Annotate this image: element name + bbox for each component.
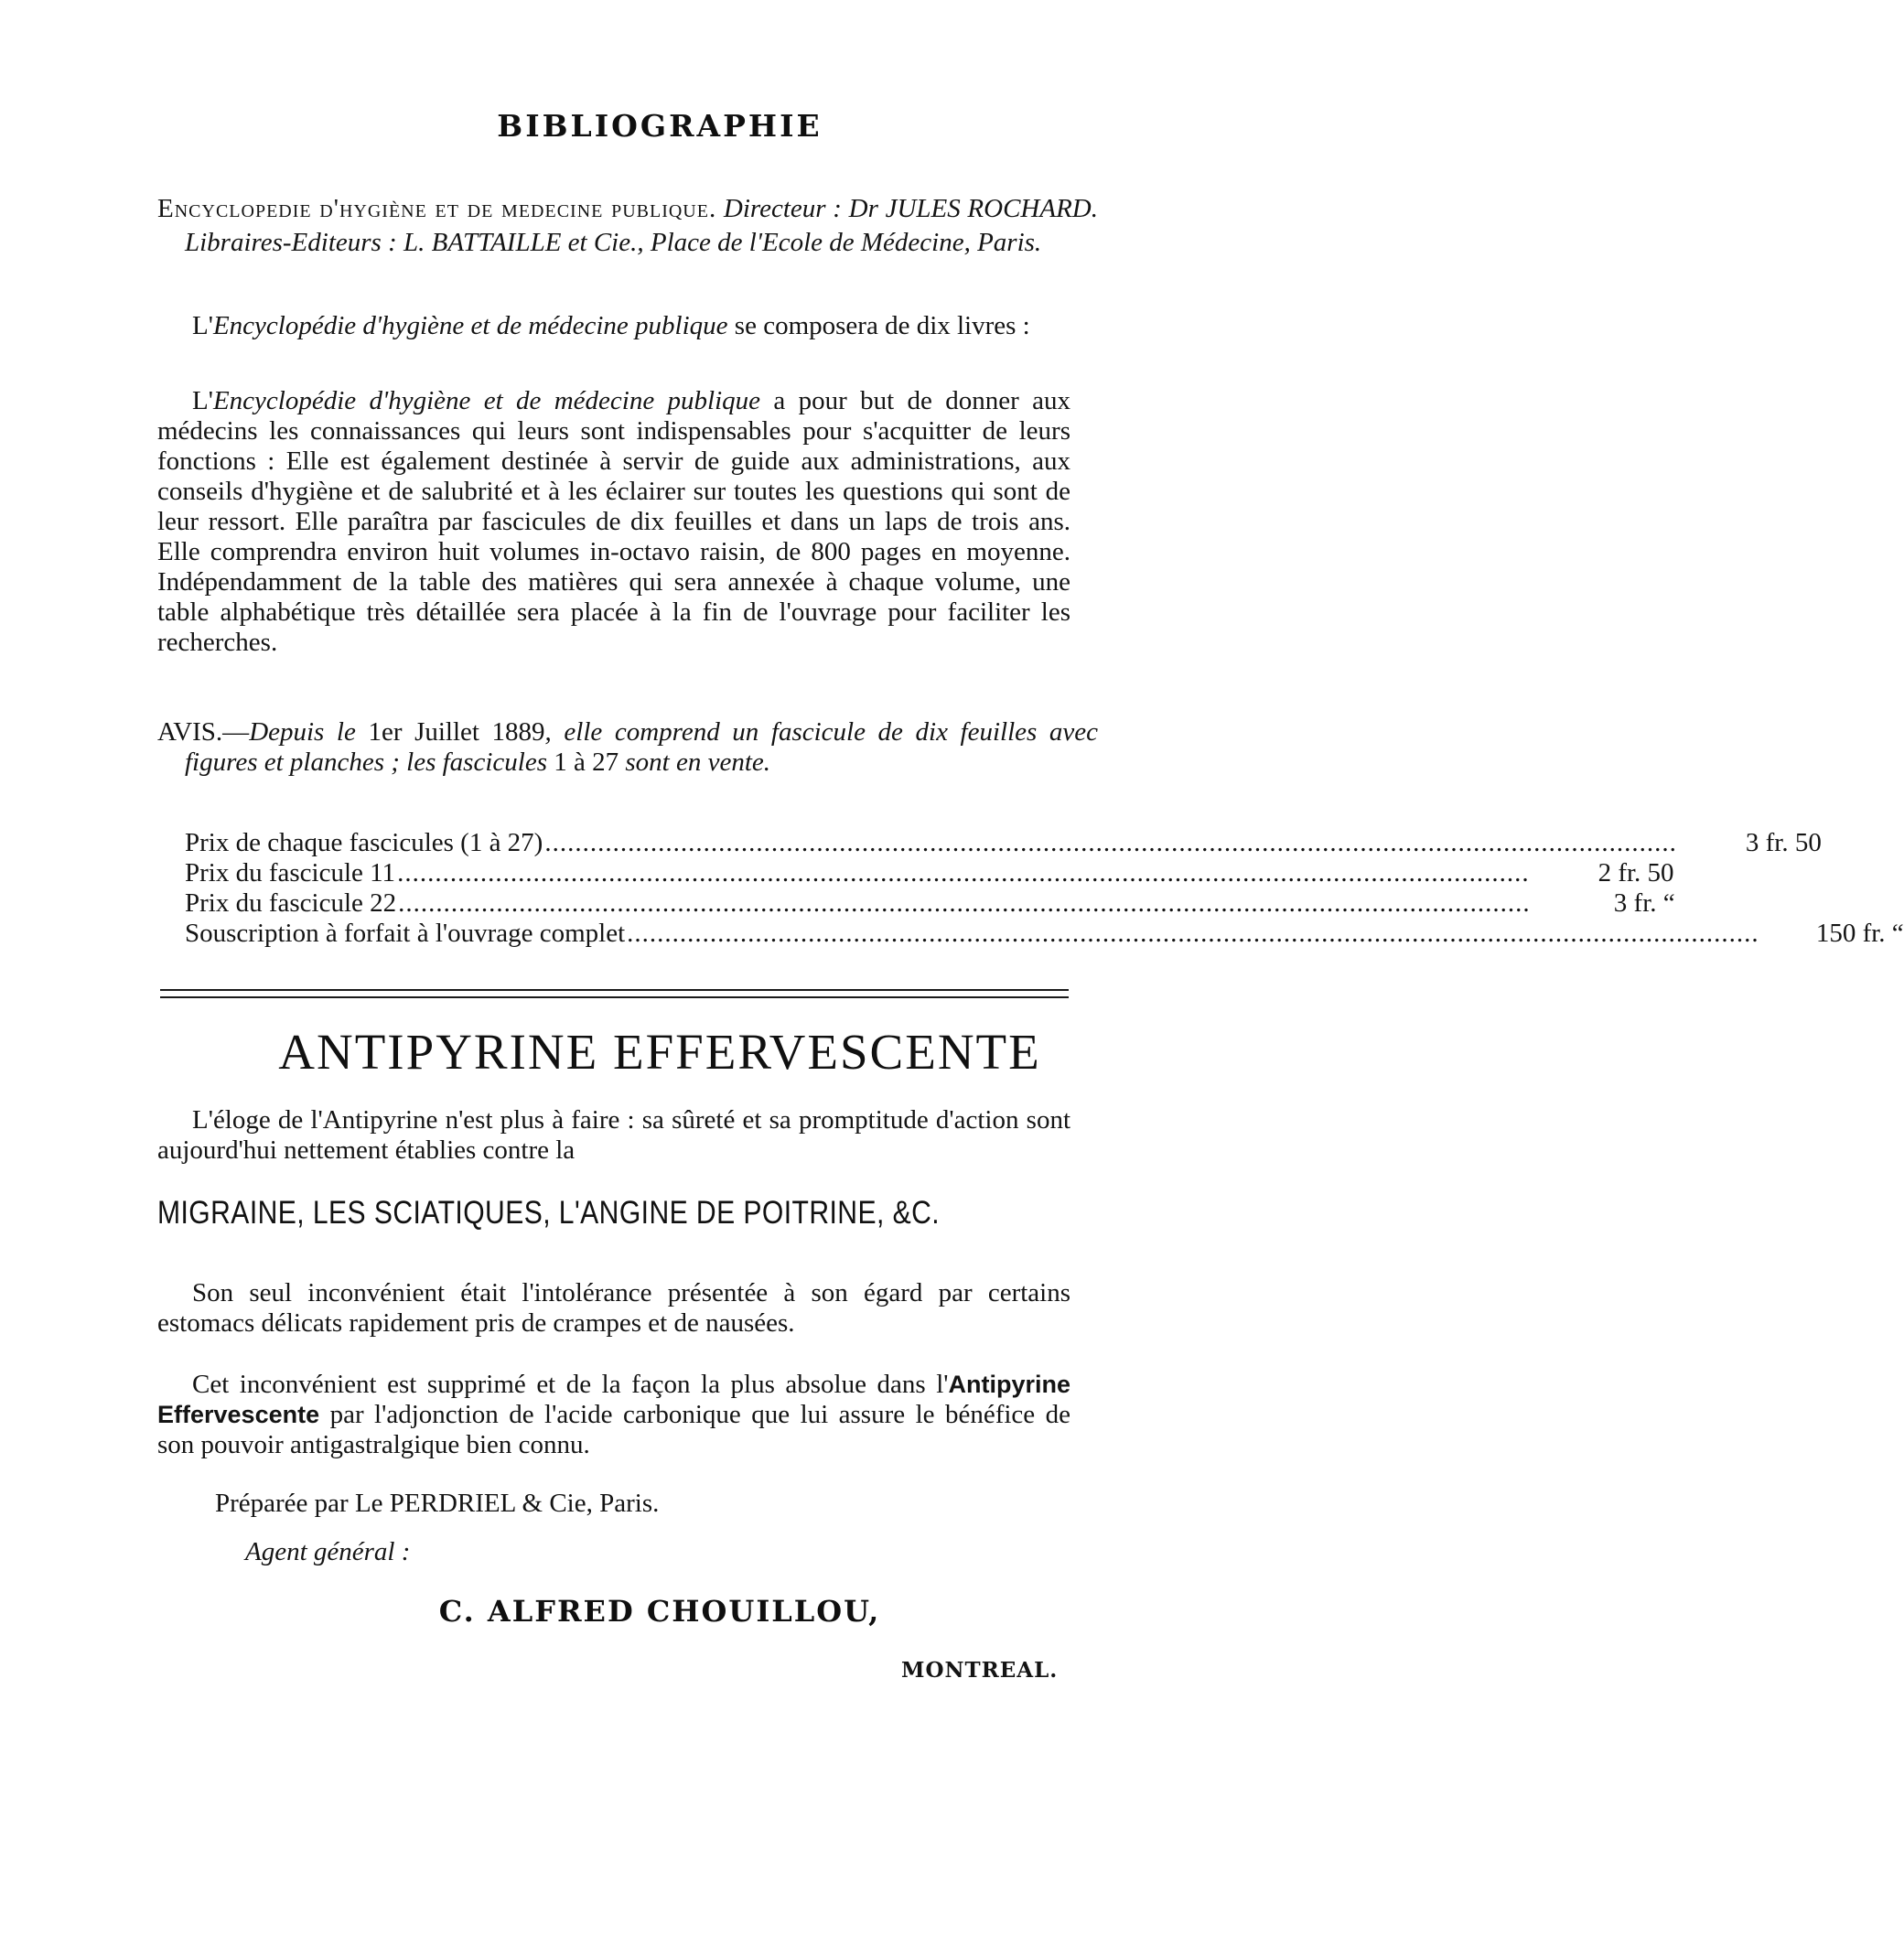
avis-text-3: sont en vente. [619, 748, 770, 777]
dot-leader: ...................................................................................................................................................... [397, 858, 1530, 888]
agent-city: MONTREAL. [901, 1658, 1059, 1683]
bibliography-entry [157, 192, 1098, 260]
agent-name: C. ALFRED CHOUILLOU, [438, 1594, 881, 1629]
price-list [185, 828, 1904, 949]
advert-title: ANTIPYRINE EFFERVESCENTE [278, 1024, 1041, 1080]
price-label: Souscription à forfait à l'ouvrage complet [185, 919, 626, 948]
price-amount: 150 fr. “ [1815, 919, 1904, 948]
price-row [185, 888, 1675, 919]
advert-para2-start: Cet inconvénient est supprimé et de la façon la plus absolue dans l' [192, 1370, 949, 1399]
avis-range: 1 à 27 [554, 748, 619, 777]
dot-leader: ...................................................................................................................................................... [544, 828, 1677, 857]
advert-para2-end: par l'adjonction de l'acide carbonique que lui assure le bénéfice de son pouvoir antigastralgique bien connu. [157, 1400, 1070, 1459]
entry-title: Encyclopedie d'hygiène et de medecine publique. [157, 194, 717, 223]
section-divider-top [160, 989, 1069, 991]
dot-leader: ...................................................................................................................................................... [627, 919, 1759, 948]
advert-paragraph-1: Son seul inconvénient était l'intolérance présentée à son égard par certains estomacs délicats rapidement pris de crampes et de nausées. [157, 1278, 1070, 1338]
avis-text-1: Depuis le [249, 717, 369, 747]
para2-prefix: L' [192, 386, 213, 415]
price-label: Prix de chaque fascicules (1 à 27) [185, 828, 543, 857]
advert-intro: L'éloge de l'Antipyrine n'est plus à faire : sa sûreté et sa promptitude d'action sont aujourd'hui nettement établies contre la [157, 1105, 1070, 1165]
price-amount: 3 fr. “ [1613, 888, 1675, 918]
avis-text-2: , elle comprend un fascicule de dix feuilles avec figures et planches ; les fascicules [185, 717, 1098, 777]
para1-title: Encyclopédie d'hygiène et de médecine publique [212, 311, 728, 340]
bibliography-heading: BIBLIOGRAPHIE [497, 108, 823, 144]
para1-prefix: L' [192, 311, 213, 340]
agent-label: Agent général : [245, 1537, 411, 1566]
dot-leader: ...................................................................................................................................................... [398, 888, 1531, 918]
avis-label: AVIS.— [157, 717, 250, 747]
avis-date: 1er Juillet 1889 [368, 717, 545, 747]
encyclopedia-paragraph-1 [157, 311, 1070, 341]
entry-details: Directeur : Dr JULES ROCHARD. Libraires-Editeurs : L. BATTAILLE et Cie., Place de l'Ecole de Médecine, Paris. [185, 194, 1098, 257]
price-row [185, 858, 1674, 888]
para1-text: se composera de dix livres : [727, 311, 1030, 340]
price-row [185, 828, 1822, 858]
price-label: Prix du fascicule 11 [185, 858, 396, 888]
price-row [185, 919, 1904, 949]
prepared-by: Préparée par Le PERDRIEL & Cie, Paris. [215, 1489, 660, 1518]
para2-text: a pour but de donner aux médecins les connaissances qui leurs sont indispensables pour s'acquitter de leurs fonctions : Elle est également destinée à servir de guide aux administrations, aux conseils d'hygiène et de salubrité et à les éclairer sur toutes les questions qui sont de leur ressort. Elle paraîtra par fascicules de dix feuilles et dans un laps de trois ans. Elle comprendra environ huit volumes in-octavo raisin, de 800 pages en moyenne. Indépendamment de la table des matières qui sera annexée à chaque volume, une table alphabétique très détaillée sera placée à la fin de l'ouvrage pour faciliter les recherches. [157, 386, 1071, 657]
advert-paragraph-2 [157, 1370, 1070, 1460]
price-amount: 3 fr. 50 [1745, 828, 1822, 857]
section-divider-bottom [160, 996, 1069, 998]
advert-conditions-heading: MIGRAINE, LES SCIATIQUES, L'ANGINE DE POITRINE, &C. [157, 1195, 941, 1231]
encyclopedia-paragraph-2 [157, 386, 1070, 658]
product-name: Antipyrine Effervescente [157, 1371, 1070, 1428]
para2-title: Encyclopédie d'hygiène et de médecine publique [212, 386, 761, 415]
avis-notice [157, 717, 1098, 778]
price-label: Prix du fascicule 22 [185, 888, 397, 918]
price-amount: 2 fr. 50 [1597, 858, 1674, 888]
